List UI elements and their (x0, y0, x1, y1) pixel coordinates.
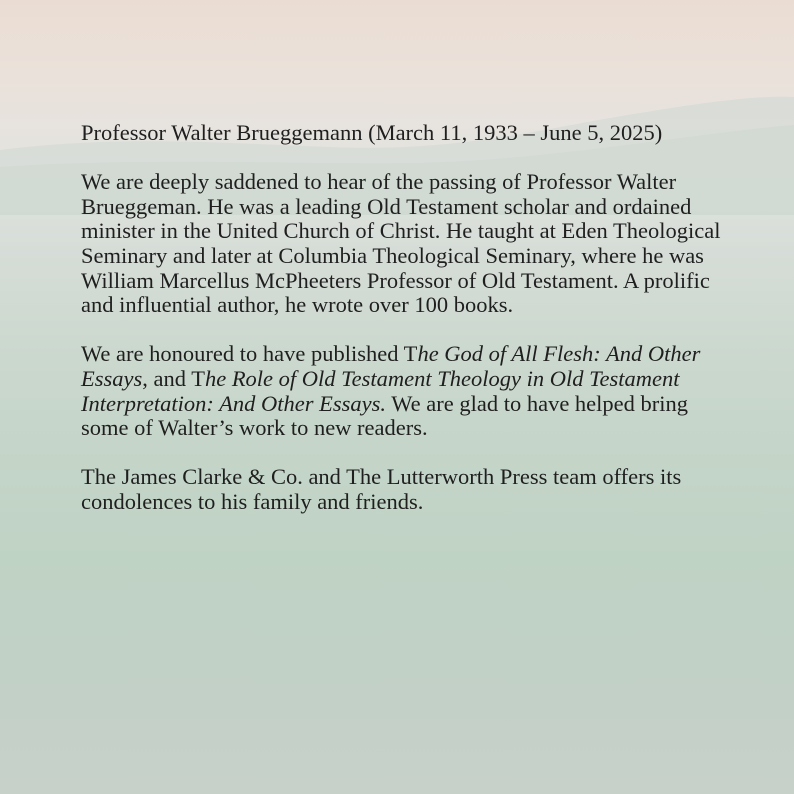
notice-heading: Professor Walter Brueggemann (March 11, 1933 – June 5, 2025) (81, 120, 663, 145)
paragraph-tribute: We are deeply saddened to hear of the passing of Professor Walter Brueggeman. He was a leading Old Testament scholar and ordained minister in the United Church of Christ. He taught at Eden Theological Seminary and later at Columbia Theological Seminary, where he was William Marcellus McPheeters Professor of Old Testament. A prolific and influential author, he wrote over 100 books. (81, 169, 721, 318)
book-title-god-of-all-flesh: he God of All Flesh: And Other Essays (81, 341, 701, 391)
publications-text-2: , and T (142, 365, 205, 391)
obituary-notice (81, 121, 721, 515)
publications-text-3: We are glad to have helped bring some of Walter’s work to new readers. (81, 390, 689, 441)
paragraph-publications (81, 342, 721, 440)
book-title-role-of-ot-theology: he Role of Old Testament Theology in Old Testament Interpretation: And Other Essays. (81, 365, 680, 416)
publications-text-1: We are honoured to have published T (81, 341, 418, 367)
paragraph-condolences: The James Clarke & Co. and The Lutterworth Press team offers its condolences to his family and friends. (81, 464, 682, 514)
